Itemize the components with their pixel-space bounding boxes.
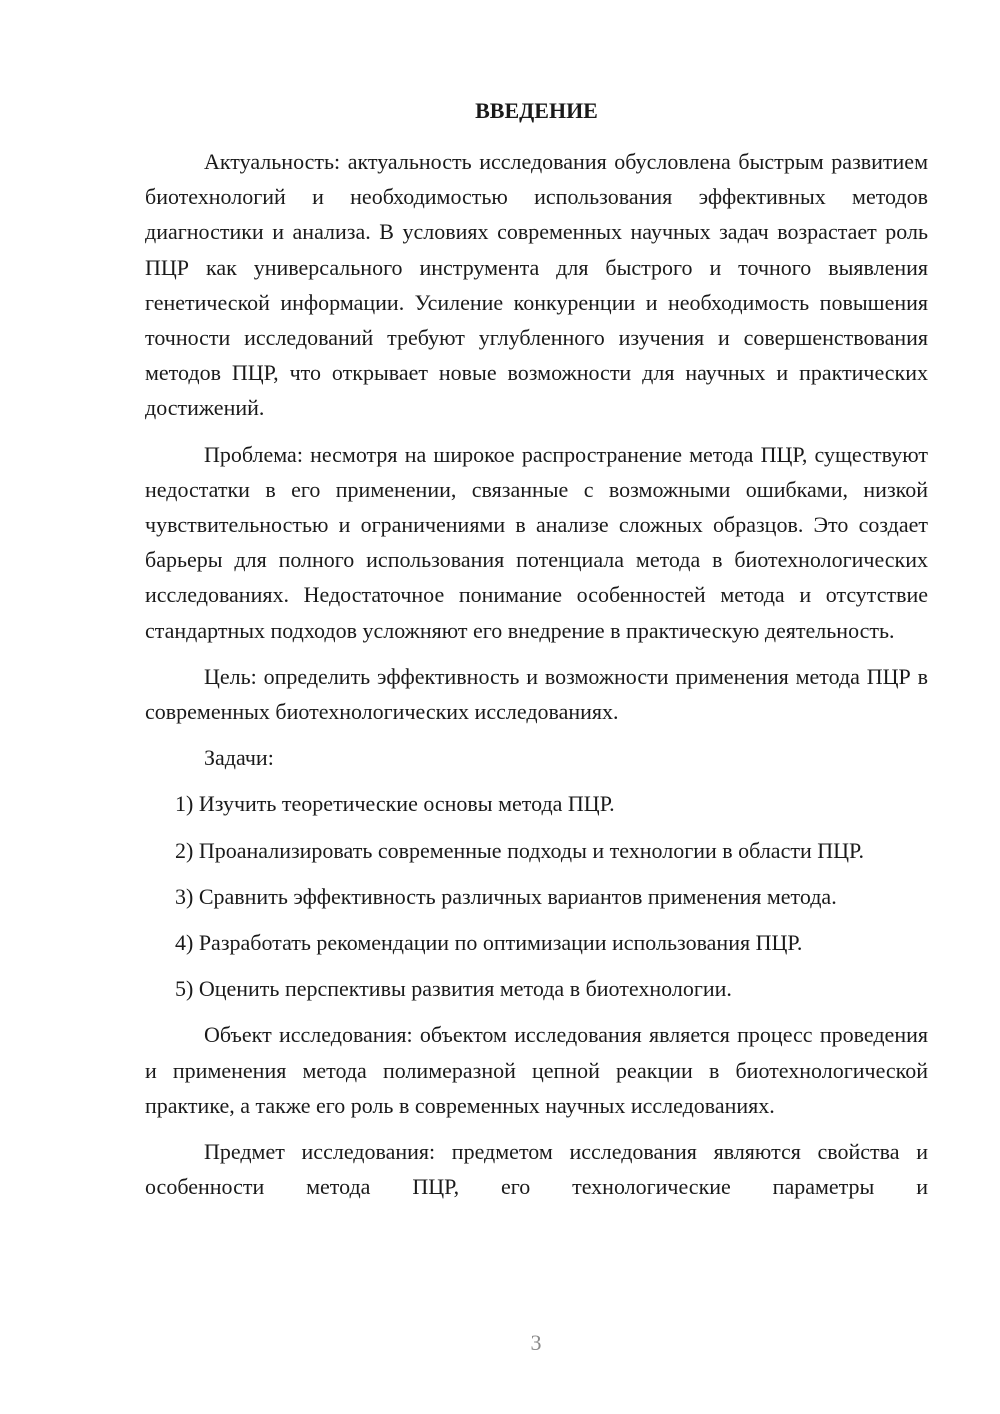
page-number: 3 <box>530 1330 542 1355</box>
task-item-4: 4) Разработать рекомендации по оптимизации использования ПЦР. <box>175 930 803 956</box>
paragraph-goal: Цель: определить эффективность и возможности применения метода ПЦР в современных биотехнологических исследованиях. <box>145 663 928 725</box>
task-item-2: 2) Проанализировать современные подходы и технологии в области ПЦР. <box>175 837 864 863</box>
paragraph-object: Объект исследования: объектом исследования является процесс проведения и применения метода полимеразной цепной реакции в биотехнологической практике, а также его роль в современных научных исследованиях. <box>145 1022 928 1118</box>
task-item-5: 5) Оценить перспективы развития метода в биотехнологии. <box>175 976 732 1002</box>
document-page <box>145 96 928 1215</box>
tasks-heading: Задачи: <box>204 745 274 771</box>
task-item-3: 3) Сравнить эффективность различных вариантов применения метода. <box>175 883 837 909</box>
task-item-1: 1) Изучить теоретические основы метода ПЦР. <box>175 791 615 817</box>
paragraph-relevance: Актуальность: актуальность исследования обусловлена быстрым развитием биотехнологий и необходимостью использования эффективных методов диагностики и анализа. В условиях современных научных задач возрастает роль ПЦР как универсального инструмента для быстрого и точного выявления генетической информации. Усиление конкуренции и необходимость повышения точности исследований требуют углубленного изучения и совершенствования методов ПЦР, что открывает новые возможности для научных и практических достижений. <box>145 149 928 421</box>
paragraph-problem: Проблема: несмотря на широкое распространение метода ПЦР, существуют недостатки в его применении, связанные с возможными ошибками, низкой чувствительностью и ограничениями в анализе сложных образцов. Это создает барьеры для полного использования потенциала метода в биотехнологических исследованиях. Недостаточное понимание особенностей метода и отсутствие стандартных подходов усложняют его внедрение в практическую деятельность. <box>145 441 928 643</box>
section-title: ВВЕДЕНИЕ <box>475 98 598 123</box>
paragraph-subject: Предмет исследования: предметом исследования являются свойства и особенности метода ПЦР, его технологические параметры и <box>145 1139 928 1200</box>
